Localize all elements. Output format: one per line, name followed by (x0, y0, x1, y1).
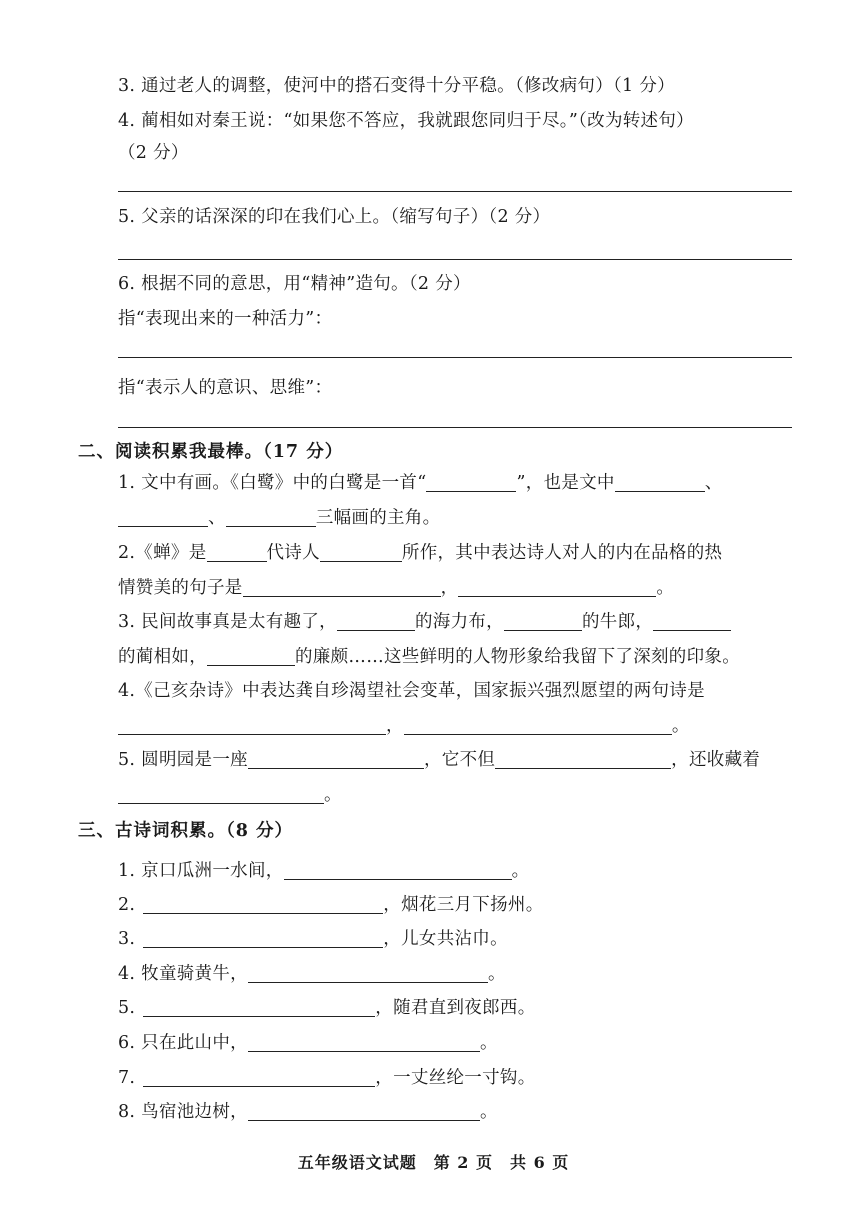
poem-item-1: 1. 京口瓜洲一水间， 。 (118, 861, 530, 881)
item-6: 6. 根据不同的意思，用“精神”造句。（2 分） (118, 274, 471, 294)
p2-item-2-line-1: 2.《蝉》是 代诗人 所作，其中表达诗人对人的内在品格的热 (118, 543, 723, 563)
fill-blank[interactable] (248, 964, 488, 983)
answer-line[interactable] (118, 191, 792, 192)
fill-blank[interactable] (426, 473, 516, 492)
fill-blank[interactable] (495, 750, 671, 769)
page-footer: 五年级语文试题 第 2 页 共 6 页 (297, 1153, 570, 1172)
fill-blank[interactable] (404, 716, 672, 735)
fill-blank[interactable] (653, 612, 731, 631)
fill-blank[interactable] (458, 578, 656, 597)
p2-item-3-line-2: 的蔺相如， 的廉颇……这些鲜明的人物形象给我留下了深刻的印象。 (118, 647, 740, 667)
poem-item-3: 3. ，儿女共沾巾。 (118, 929, 508, 949)
p2-item-1-line-1: 1. 文中有画。《白鹭》中的白鹭是一首“ ”，也是文中 、 (118, 473, 723, 493)
item-3: 3. 通过老人的调整，使河中的搭石变得十分平稳。（修改病句）（1 分） (118, 76, 675, 96)
answer-line[interactable] (118, 357, 792, 358)
p2-item-4-line-2: ， 。 (118, 714, 690, 738)
fill-blank[interactable] (337, 612, 415, 631)
fill-blank[interactable] (207, 543, 267, 562)
section-title-3: 三、古诗词积累。（8 分） (78, 821, 294, 841)
fill-blank[interactable] (118, 716, 386, 735)
section-title-2: 二、阅读积累我最棒。（17 分） (78, 442, 344, 462)
poem-item-8: 8. 鸟宿池边树， 。 (118, 1102, 498, 1122)
fill-blank[interactable] (615, 473, 705, 492)
answer-line[interactable] (118, 259, 792, 260)
p2-item-5-line-1: 5. 圆明园是一座 ，它不但 ，还收藏着 (118, 750, 761, 770)
fill-blank[interactable] (118, 508, 208, 527)
poem-item-2: 2. ，烟花三月下扬州。 (118, 895, 544, 915)
item-4: 4. 蔺相如对秦王说：“如果您不答应，我就跟您同归于尽。”（改为转述句） (118, 111, 694, 131)
fill-blank[interactable] (248, 1102, 480, 1121)
fill-blank[interactable] (226, 508, 316, 527)
p2-item-3-line-1: 3. 民间故事真是太有趣了， 的海力布， 的牛郎， (118, 610, 731, 634)
p2-item-5-line-2: 。 (118, 783, 342, 807)
answer-line[interactable] (118, 427, 792, 428)
fill-blank[interactable] (243, 578, 441, 597)
fill-blank[interactable] (248, 1033, 480, 1052)
fill-blank[interactable] (143, 895, 383, 914)
fill-blank[interactable] (248, 750, 424, 769)
p2-item-4-line-1: 4.《己亥杂诗》中表达龚自珍渴望社会变革，国家振兴强烈愿望的两句诗是 (118, 681, 705, 701)
poem-item-5: 5. ，随君直到夜郎西。 (118, 998, 536, 1018)
fill-blank[interactable] (118, 785, 324, 804)
fill-blank[interactable] (207, 647, 295, 666)
poem-item-6: 6. 只在此山中， 。 (118, 1033, 498, 1053)
item-5: 5. 父亲的话深深的印在我们心上。（缩写句子）（2 分） (118, 207, 551, 227)
item-6-meaning-a: 指“表现出来的一种活力”： (118, 309, 333, 329)
fill-blank[interactable] (320, 543, 402, 562)
item-6-meaning-b: 指“表示人的意识、思维”： (118, 378, 333, 398)
item-4-score: （2 分） (118, 143, 189, 163)
fill-blank[interactable] (504, 612, 582, 631)
fill-blank[interactable] (284, 861, 512, 880)
poem-item-4: 4. 牧童骑黄牛， 。 (118, 964, 506, 984)
poem-item-7: 7. ，一丈丝纶一寸钩。 (118, 1068, 536, 1088)
p2-item-1-line-2: 、 三幅画的主角。 (118, 506, 440, 530)
fill-blank[interactable] (143, 929, 383, 948)
fill-blank[interactable] (143, 1068, 375, 1087)
p2-item-2-line-2: 情赞美的句子是 ， 。 (118, 578, 675, 598)
fill-blank[interactable] (143, 998, 375, 1017)
